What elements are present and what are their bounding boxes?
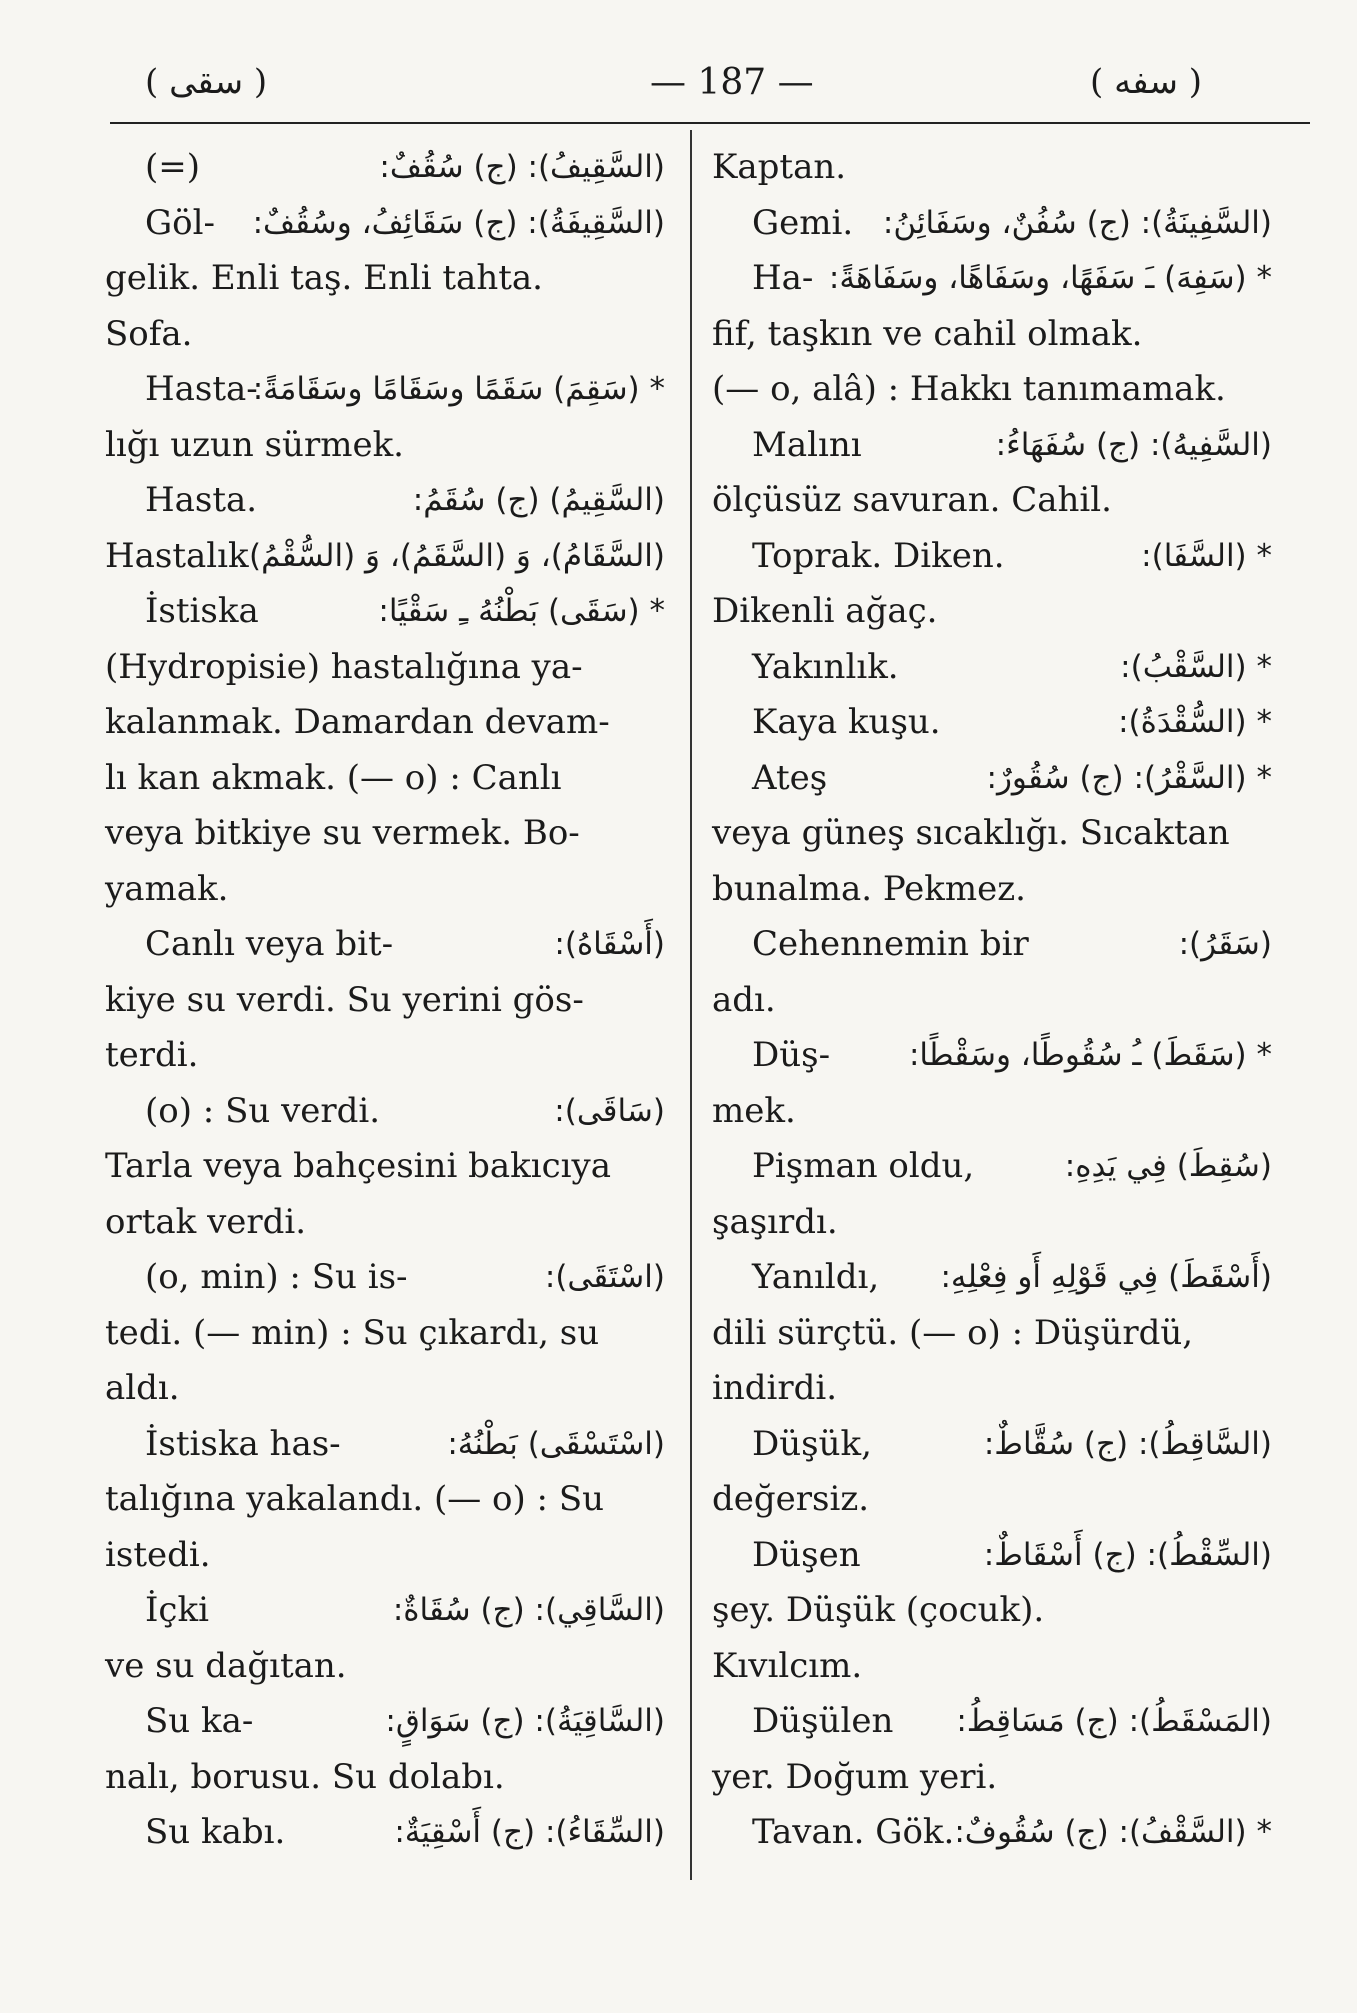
entry-continuation-line: adı. — [712, 979, 776, 1020]
entry-head-line — [712, 640, 1272, 696]
entry-translation-start: Malını — [752, 424, 862, 465]
entry-head-line — [712, 1028, 1272, 1084]
dictionary-entry — [105, 584, 665, 917]
entry-head-line — [712, 140, 1272, 196]
entry-head-line — [105, 1694, 665, 1750]
entry-continuation-line: şaşırdı. — [712, 1201, 838, 1242]
entry-continuation-line: şey. Düşük (çocuk). — [712, 1590, 1045, 1630]
entry-continuation-line: Sofa. — [105, 313, 193, 354]
entry-arabic-headword: (سَقَرُ): — [1178, 926, 1272, 962]
dictionary-entry — [105, 1805, 665, 1861]
entry-translation-start: Gemi. — [752, 202, 854, 243]
entry-translation-start: İstiska — [145, 591, 259, 631]
entry-translation-start: (o) : Su verdi. — [145, 1090, 381, 1131]
entry-head-line — [712, 418, 1272, 474]
dictionary-entry — [712, 418, 1272, 529]
entry-translation-start: Yakınlık. — [752, 646, 899, 687]
entry-continuation-line: yamak. — [105, 868, 229, 909]
entry-head-line — [105, 1417, 665, 1473]
header-right-range: ( سفه ) — [1090, 62, 1203, 102]
entry-continuation-line: ve su dağıtan. — [105, 1645, 347, 1686]
entry-continuation-line: ölçüsüz savuran. Cahil. — [712, 480, 1112, 520]
entry-arabic-headword: * (السَّقْرُ): (ج) سُقُورٌ: — [986, 759, 1272, 796]
dictionary-entry — [712, 140, 1272, 196]
dictionary-entry — [712, 1694, 1272, 1805]
entry-head-line — [712, 1694, 1272, 1750]
entry-translation-start: Göl- — [145, 202, 215, 243]
entry-head-line — [105, 917, 665, 973]
entry-head-line — [105, 473, 665, 529]
dictionary-entry — [105, 1250, 665, 1417]
entry-head-line — [105, 196, 665, 252]
entry-continuation-line: dili sürçtü. (— o) : Düşürdü, — [712, 1312, 1194, 1353]
entry-continuation-line: (— o, alâ) : Hakkı tanımamak. — [712, 369, 1226, 409]
entry-translation-start: Hastalık — [105, 535, 249, 576]
entry-arabic-headword: (سُقِطَ) فِي يَدِهِ: — [1064, 1148, 1272, 1184]
dictionary-entry — [712, 1250, 1272, 1417]
entry-translation-start: Düşülen — [752, 1701, 894, 1741]
column-separator — [690, 130, 692, 1880]
entry-arabic-headword: (السَّاقِي): (ج) سُقَاةٌ: — [392, 1592, 665, 1628]
entry-arabic-headword: * (السَّقْبُ): — [1120, 648, 1272, 685]
entry-arabic-headword: (اسْتَقَى): — [544, 1259, 665, 1295]
entry-arabic-headword: (سَاقَى): — [554, 1092, 665, 1129]
dictionary-entry — [105, 362, 665, 473]
entry-continuation-line: nalı, borusu. Su dolabı. — [105, 1756, 505, 1797]
dictionary-entry — [712, 251, 1272, 418]
dictionary-entry — [105, 196, 665, 363]
entry-arabic-headword: (السَّقِيفُ): (ج) سُقُفٌ: — [379, 149, 665, 185]
entry-head-line — [712, 251, 1272, 307]
entry-head-line — [712, 1417, 1272, 1473]
dictionary-entry — [105, 529, 665, 585]
entry-continuation-line: veya bitkiye su vermek. Bo- — [105, 813, 580, 853]
entry-continuation-line: değersiz. — [712, 1479, 870, 1519]
entry-head-line — [105, 1805, 665, 1861]
entry-translation-start: Tavan. Gök. — [752, 1812, 955, 1852]
entry-head-line — [105, 584, 665, 640]
entry-continuation-line: indirdi. — [712, 1368, 838, 1408]
dictionary-entry — [105, 1417, 665, 1584]
entry-translation-start: İçki — [145, 1590, 209, 1630]
entry-translation-start: Hasta- — [145, 369, 258, 409]
entry-head-line — [105, 1250, 665, 1306]
entry-head-line — [712, 529, 1272, 585]
entry-translation-start: Düş- — [752, 1035, 831, 1075]
entry-head-line — [712, 751, 1272, 807]
entry-translation-start: (=) — [145, 147, 201, 187]
dictionary-entry — [712, 917, 1272, 1028]
entry-head-line — [712, 1139, 1272, 1195]
entry-arabic-headword: * (سَقَى) بَطْنُهُ ـِ سَقْيًا: — [378, 593, 665, 629]
entry-head-line — [712, 1805, 1272, 1861]
entry-arabic-headword: (السَّفِينَةُ): (ج) سُفُنٌ، وسَفَائِنُ: — [882, 204, 1272, 241]
header-left-range: ( سقى ) — [145, 62, 268, 102]
entry-arabic-headword: (السَّفِيهُ): (ج) سُفَهَاءُ: — [995, 426, 1272, 463]
entry-arabic-headword: * (السُّقْدَةُ): — [1118, 704, 1272, 740]
dictionary-entry — [712, 751, 1272, 918]
entry-arabic-headword: * (السَّفَا): — [1141, 537, 1272, 574]
dictionary-entry — [712, 529, 1272, 640]
entry-arabic-headword: (السِّقْطُ): (ج) أَسْقَاطٌ: — [983, 1536, 1272, 1573]
right-column — [712, 140, 1272, 1861]
entry-translation-start: Düşük, — [752, 1423, 872, 1464]
entry-continuation-line: yer. Doğum yeri. — [712, 1756, 998, 1797]
entry-head-line — [712, 695, 1272, 751]
entry-arabic-headword: (السَّقِيمُ) (ج) سُقَمُ: — [412, 482, 665, 518]
entry-continuation-line: lı kan akmak. (— o) : Canlı — [105, 757, 562, 798]
entry-translation-start: (o, min) : Su is- — [145, 1257, 408, 1297]
entry-arabic-headword: (المَسْقَطُ): (ج) مَسَاقِطُ: — [956, 1703, 1272, 1739]
entry-arabic-headword: * (سَقَطَ) ـُ سُقُوطًا، وسَقْطًا: — [908, 1037, 1272, 1073]
entry-continuation-line: gelik. Enli taş. Enli tahta. — [105, 258, 543, 298]
entry-translation-start: Pişman oldu, — [752, 1146, 975, 1186]
header-rule — [110, 122, 1310, 124]
entry-continuation-line: (Hydropisie) hastalığına ya- — [105, 646, 583, 687]
entry-translation-start: İstiska has- — [145, 1423, 341, 1464]
dictionary-entry — [712, 1028, 1272, 1139]
dictionary-entry — [712, 1417, 1272, 1528]
entry-arabic-headword: (أَسْقَاهُ): — [554, 926, 665, 962]
entry-arabic-headword: (السِّقَاءُ): (ج) أَسْقِيَةٌ: — [394, 1814, 665, 1850]
entry-head-line — [105, 140, 665, 196]
dictionary-entry — [105, 140, 665, 196]
entry-arabic-headword: * (سَقِمَ) سَقَمًا وسَقَامًا وسَقَامَةً: — [252, 371, 665, 407]
left-column — [105, 140, 665, 1861]
entry-translation-start: Cehennemin bir — [752, 924, 1029, 964]
entry-continuation-line: Tarla veya bahçesini bakıcıya — [105, 1146, 612, 1186]
entry-arabic-headword: (اسْتَسْقَى) بَطْنُهُ: — [447, 1425, 665, 1462]
entry-head-line — [105, 1084, 665, 1140]
entry-translation-start: Canlı veya bit- — [145, 924, 394, 964]
entry-translation-start: Kaya kuşu. — [752, 702, 941, 742]
entry-continuation-line: kiye su verdi. Su yerini gös- — [105, 979, 584, 1020]
dictionary-entry — [105, 1694, 665, 1805]
dictionary-entry — [712, 196, 1272, 252]
entry-continuation-line: istedi. — [105, 1534, 211, 1575]
entry-translation-start: Toprak. Diken. — [752, 535, 1005, 576]
entry-translation-start: Su kabı. — [145, 1812, 286, 1852]
dictionary-entry — [712, 695, 1272, 751]
entry-head-line — [105, 529, 665, 585]
entry-head-line — [105, 1583, 665, 1639]
entry-continuation-line: veya güneş sıcaklığı. Sıcaktan — [712, 813, 1230, 853]
entry-head-line — [712, 1528, 1272, 1584]
dictionary-entry — [105, 473, 665, 529]
entry-arabic-headword: (أَسْقَطَ) فِي قَوْلِهِ أَو فِعْلِهِ: — [940, 1259, 1272, 1295]
entry-translation-start: Hasta. — [145, 480, 258, 520]
dictionary-entry — [712, 1139, 1272, 1250]
entry-translation-start: Su ka- — [145, 1701, 254, 1741]
entry-continuation-line: bunalma. Pekmez. — [712, 868, 1026, 909]
entry-arabic-headword: * (سَفِهَ) ـَ سَفَهًا، وسَفَاهًا، وسَفَاهَةً: — [828, 260, 1272, 296]
page-number: — 187 — — [650, 62, 814, 103]
entry-arabic-headword: (السَّاقِطُ): (ج) سُقَّاطٌ: — [983, 1425, 1272, 1462]
entry-arabic-headword: (السَّقِيفَةُ): (ج) سَقَائِفُ، وسُقُفٌ: — [252, 204, 665, 241]
entry-arabic-headword: (السَّاقِيَةُ): (ج) سَوَاقٍ: — [385, 1703, 665, 1739]
entry-head-line — [712, 196, 1272, 252]
entry-continuation-line: talığına yakalandı. (— o) : Su — [105, 1479, 605, 1519]
entry-translation-start: Düşen — [752, 1534, 861, 1575]
dictionary-entry — [105, 917, 665, 1084]
entry-head-line — [712, 1250, 1272, 1306]
entry-translation-start: Yanıldı, — [752, 1257, 880, 1297]
entry-continuation-line: ortak verdi. — [105, 1201, 307, 1242]
entry-continuation-line: terdi. — [105, 1035, 199, 1075]
entry-translation-start: Ha- — [752, 258, 814, 298]
entry-continuation-line: kalanmak. Damardan devam- — [105, 702, 610, 742]
entry-arabic-headword: * (السَّقْفُ): (ج) سُقُوفٌ: — [954, 1814, 1272, 1850]
entry-continuation-line: aldı. — [105, 1368, 180, 1408]
dictionary-entry — [712, 1528, 1272, 1695]
entry-translation-start: Kaptan. — [712, 147, 847, 187]
dictionary-entry — [105, 1583, 665, 1694]
entry-arabic-headword: (السَّقَامُ)، وَ (السَّقَمُ)، وَ (السُّقْمُ) — [248, 537, 665, 574]
entry-head-line — [105, 362, 665, 418]
entry-head-line — [712, 917, 1272, 973]
entry-continuation-line: mek. — [712, 1090, 796, 1131]
entry-continuation-line: tedi. (— min) : Su çıkardı, su — [105, 1312, 600, 1353]
dictionary-entry — [712, 1805, 1272, 1861]
entry-continuation-line: fif, taşkın ve cahil olmak. — [712, 313, 1143, 354]
dictionary-entry — [712, 640, 1272, 696]
entry-continuation-line: lığı uzun sürmek. — [105, 424, 404, 465]
entry-continuation-line: Kıvılcım. — [712, 1645, 863, 1686]
dictionary-entry — [105, 1084, 665, 1251]
entry-continuation-line: Dikenli ağaç. — [712, 591, 938, 631]
entry-translation-start: Ateş — [752, 757, 828, 798]
